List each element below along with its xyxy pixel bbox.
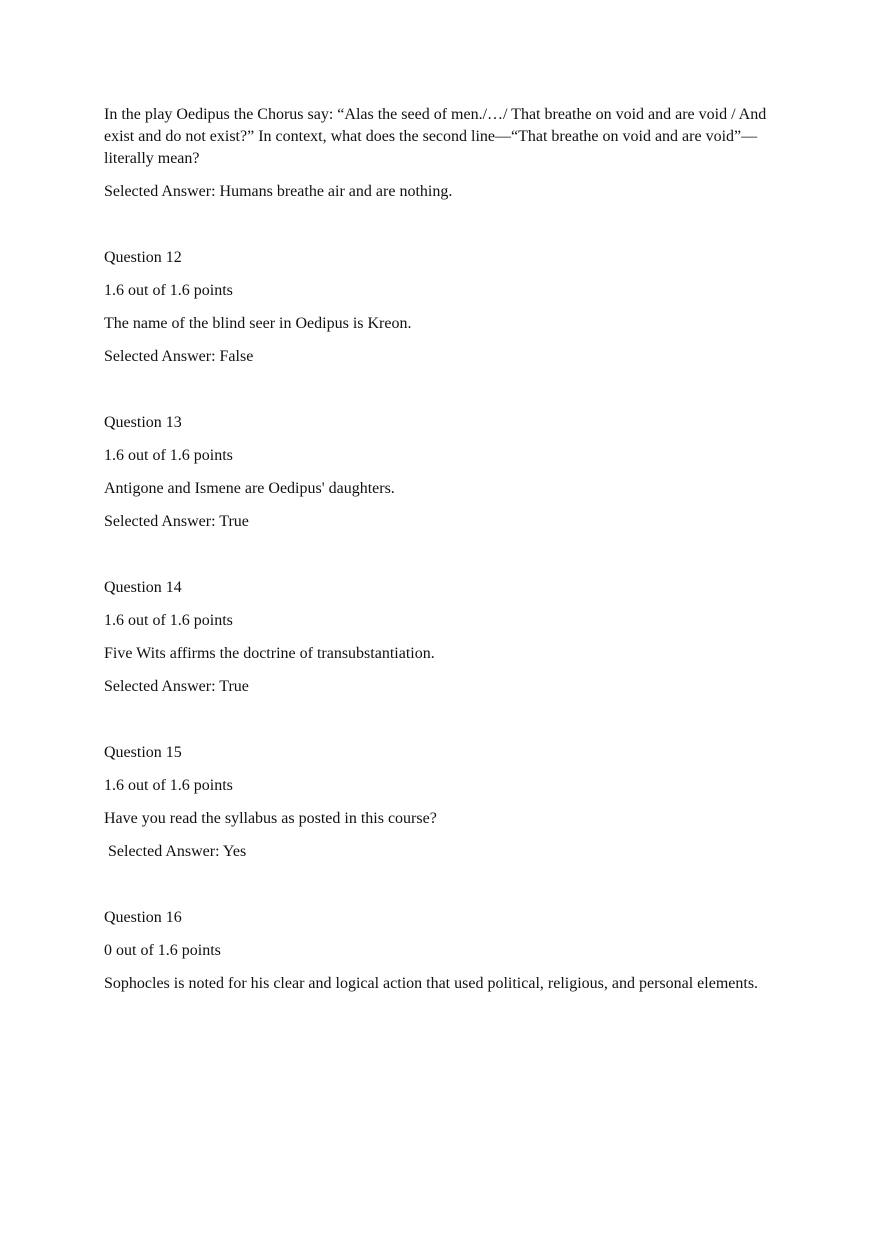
- question-prompt: The name of the blind seer in Oedipus is Kreon.: [104, 315, 412, 332]
- question-16: [104, 907, 794, 995]
- question-prompt: Antigone and Ismene are Oedipus' daughters.: [104, 480, 395, 497]
- question-points: 1.6 out of 1.6 points: [104, 282, 233, 299]
- question-prompt: Sophocles is noted for his clear and logical action that used political, religious, and personal elements.: [104, 975, 759, 992]
- question-points: 1.6 out of 1.6 points: [104, 447, 233, 464]
- question-title: Question 15: [104, 744, 182, 761]
- question-title: Question 13: [104, 414, 182, 431]
- question-15: [104, 742, 794, 863]
- selected-answer: Selected Answer: True: [104, 678, 249, 695]
- question-points: 1.6 out of 1.6 points: [104, 777, 233, 794]
- question-points: 1.6 out of 1.6 points: [104, 612, 233, 629]
- selected-answer: Selected Answer: True: [104, 513, 249, 530]
- question-prompt: Five Wits affirms the doctrine of transubstantiation.: [104, 645, 435, 662]
- question-points: 0 out of 1.6 points: [104, 942, 221, 959]
- intro-selected-answer: Selected Answer: Humans breathe air and are nothing.: [104, 183, 453, 200]
- question-14: [104, 577, 794, 698]
- question-12: [104, 247, 794, 368]
- selected-answer: Selected Answer: False: [104, 348, 254, 365]
- question-title: Question 16: [104, 909, 182, 926]
- question-title: Question 12: [104, 249, 182, 266]
- selected-answer: Selected Answer: Yes: [104, 843, 247, 860]
- document-page: [104, 104, 794, 1039]
- question-title: Question 14: [104, 579, 182, 596]
- intro-question-text: In the play Oedipus the Chorus say: “Alas the seed of men./…/ That breathe on void and are void / And exist and do not exist?” In context, what does the second line—“That breathe on void and are void”—literally mean?: [104, 106, 767, 167]
- question-13: [104, 412, 794, 533]
- question-prompt: Have you read the syllabus as posted in this course?: [104, 810, 437, 827]
